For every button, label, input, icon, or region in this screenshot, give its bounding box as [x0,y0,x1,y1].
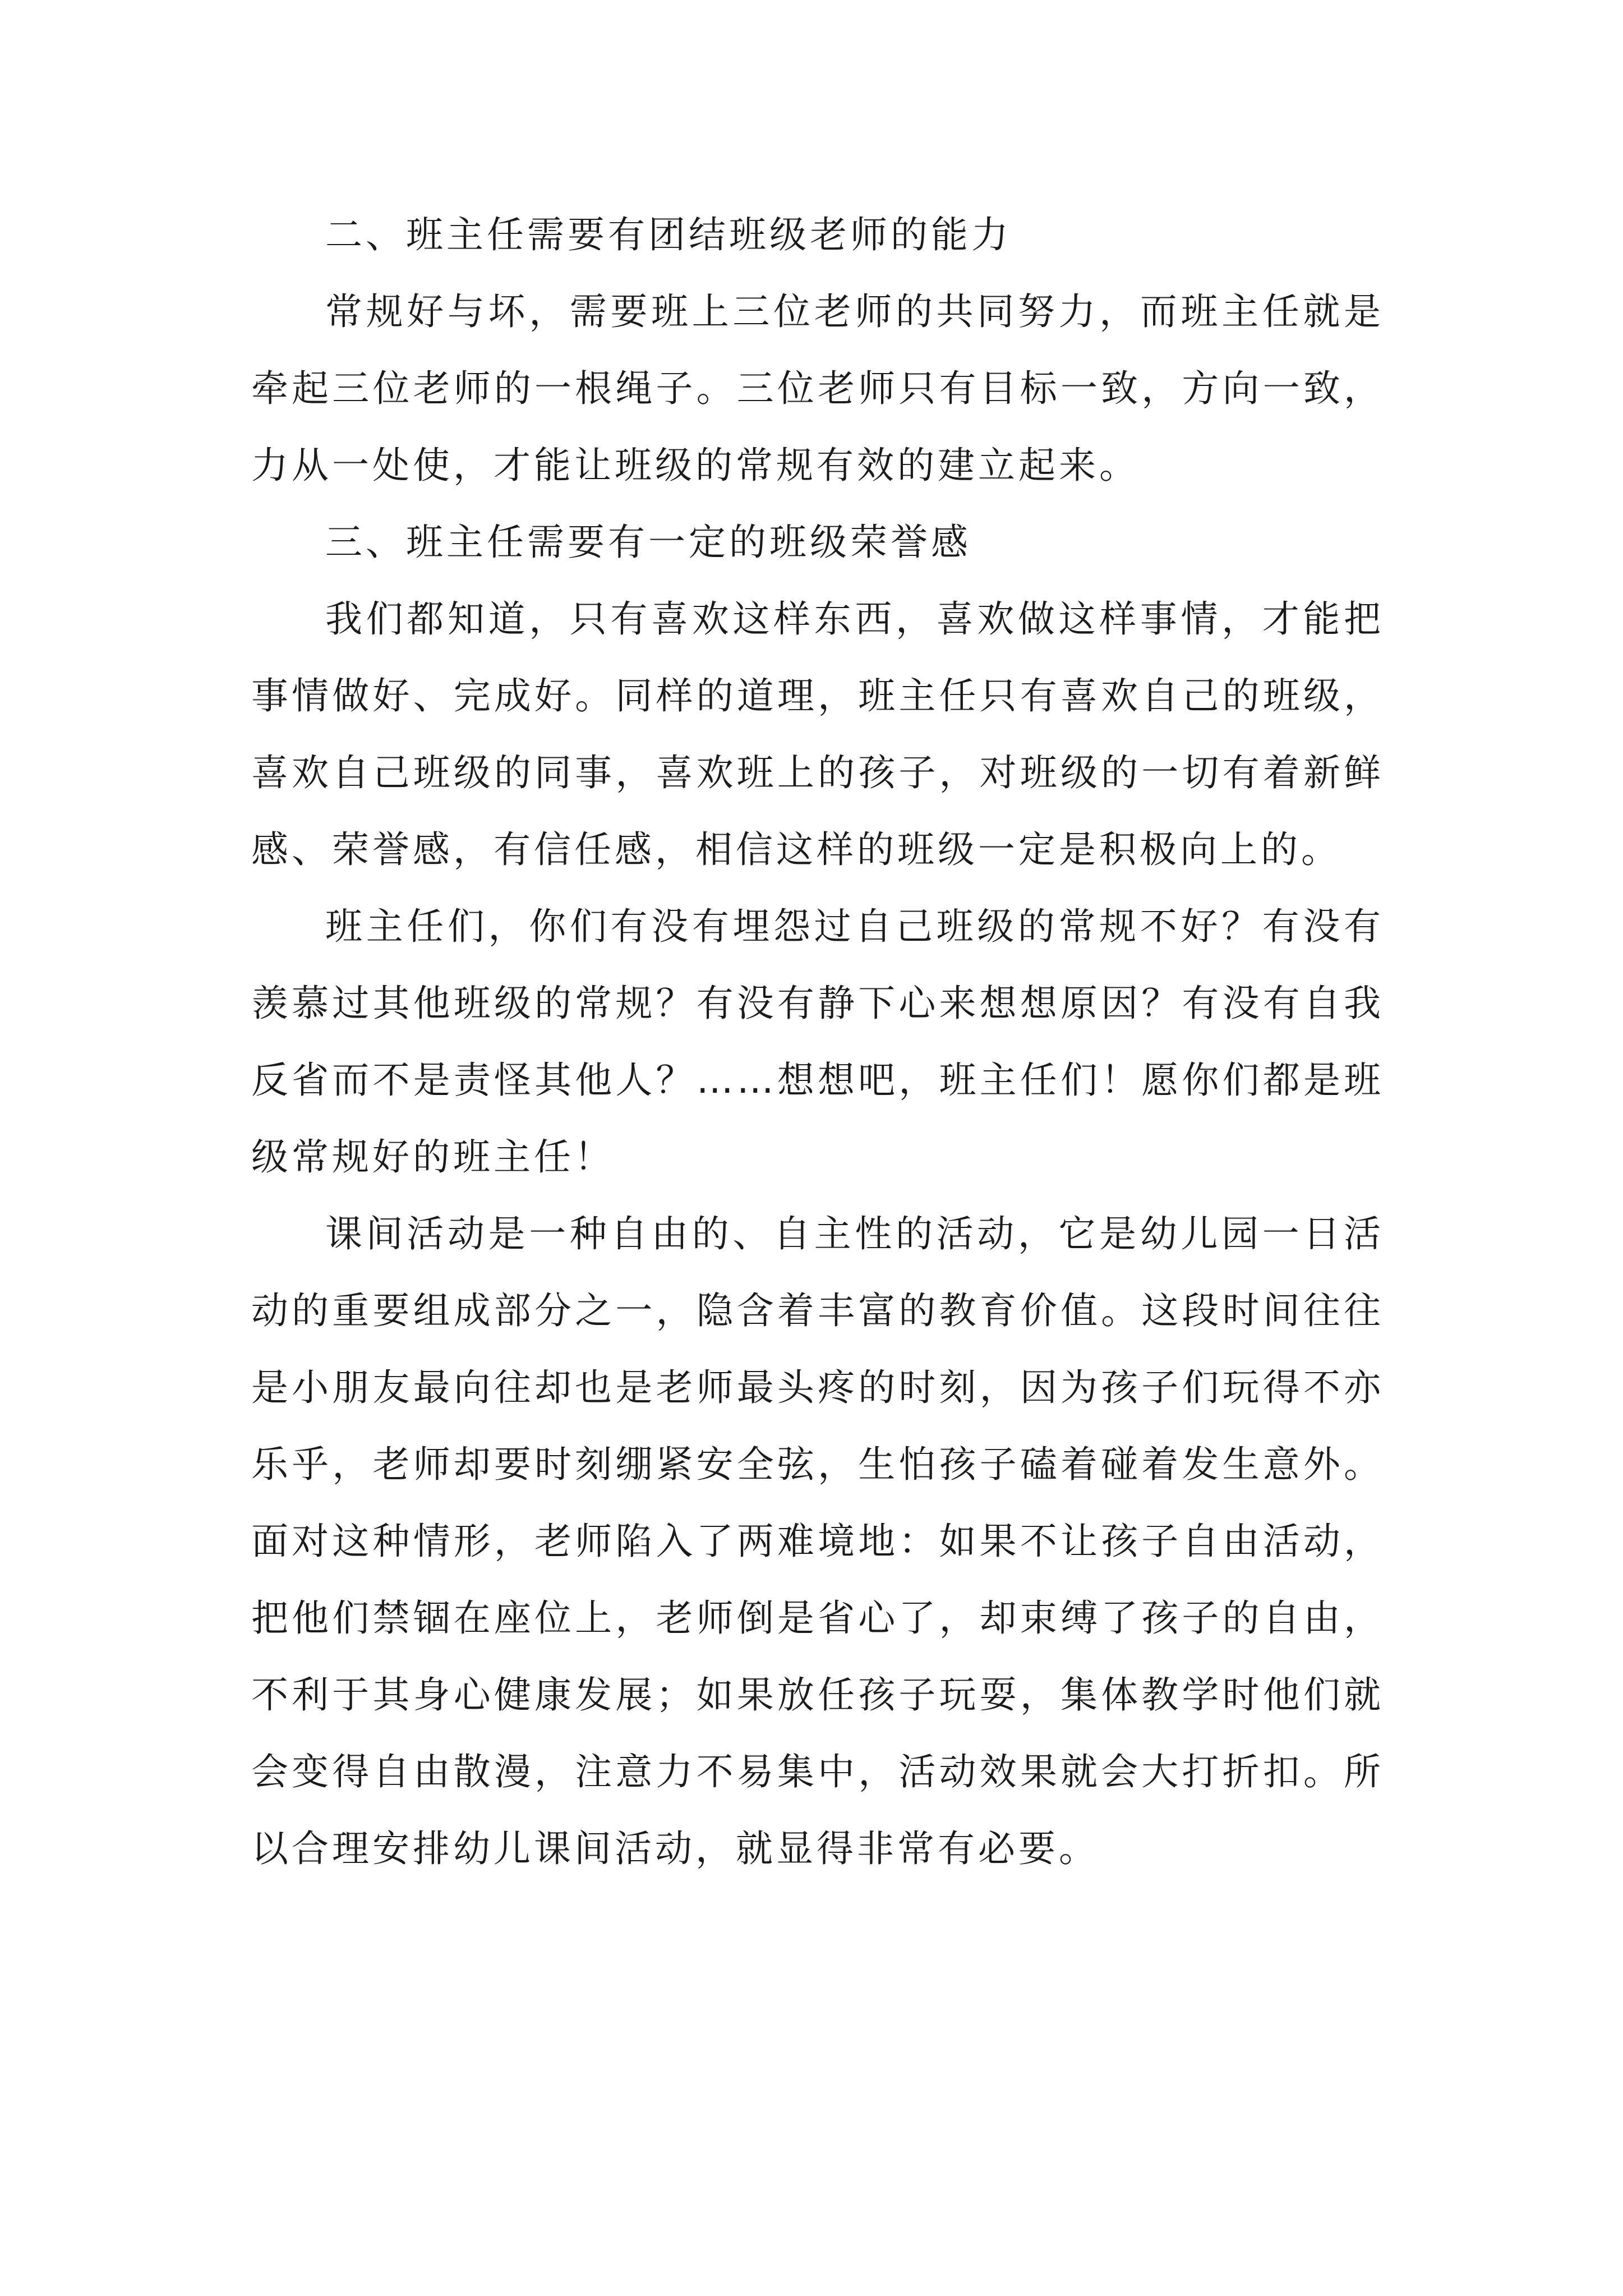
paragraph-reflection: 班主任们，你们有没有埋怨过自己班级的常规不好？有没有羡慕过其他班级的常规？有没有静下心来想想原因？有没有自我反省而不是责怪其他人？……想想吧，班主任们！愿你们都是班级常规好的班主任！ [251,905,1384,1179]
section-heading-2: 二、班主任需要有团结班级老师的能力 [325,213,1012,256]
document-body [251,196,1384,1887]
paragraph-recess-activities: 课间活动是一种自由的、自主性的活动，它是幼儿园一日活动的重要组成部分之一，隐含着丰富的教育价值。这段时间往往是小朋友最向往却也是老师最头疼的时刻，因为孩子们玩得不亦乐乎，老师却要时刻绷紧安全弦，生怕孩子磕着碰着发生意外。面对这种情形，老师陷入了两难境地：如果不让孩子自由活动，把他们禁锢在座位上，老师倒是省心了，却束缚了孩子的自由，不利于其身心健康发展；如果放任孩子玩耍，集体教学时他们就会变得自由散漫，注意力不易集中，活动效果就会大打折扣。所以合理安排幼儿课间活动，就显得非常有必要。 [251,1212,1384,1870]
paragraph-team-unity: 常规好与坏，需要班上三位老师的共同努力，而班主任就是牵起三位老师的一根绳子。三位老师只有目标一致，方向一致，力从一处使，才能让班级的常规有效的建立起来。 [251,290,1384,487]
section-heading-3: 三、班主任需要有一定的班级荣誉感 [325,521,971,564]
paragraph-class-honor: 我们都知道，只有喜欢这样东西，喜欢做这样事情，才能把事情做好、完成好。同样的道理，班主任只有喜欢自己的班级，喜欢自己班级的同事，喜欢班上的孩子，对班级的一切有着新鲜感、荣誉感，有信任感，相信这样的班级一定是积极向上的。 [251,597,1384,871]
